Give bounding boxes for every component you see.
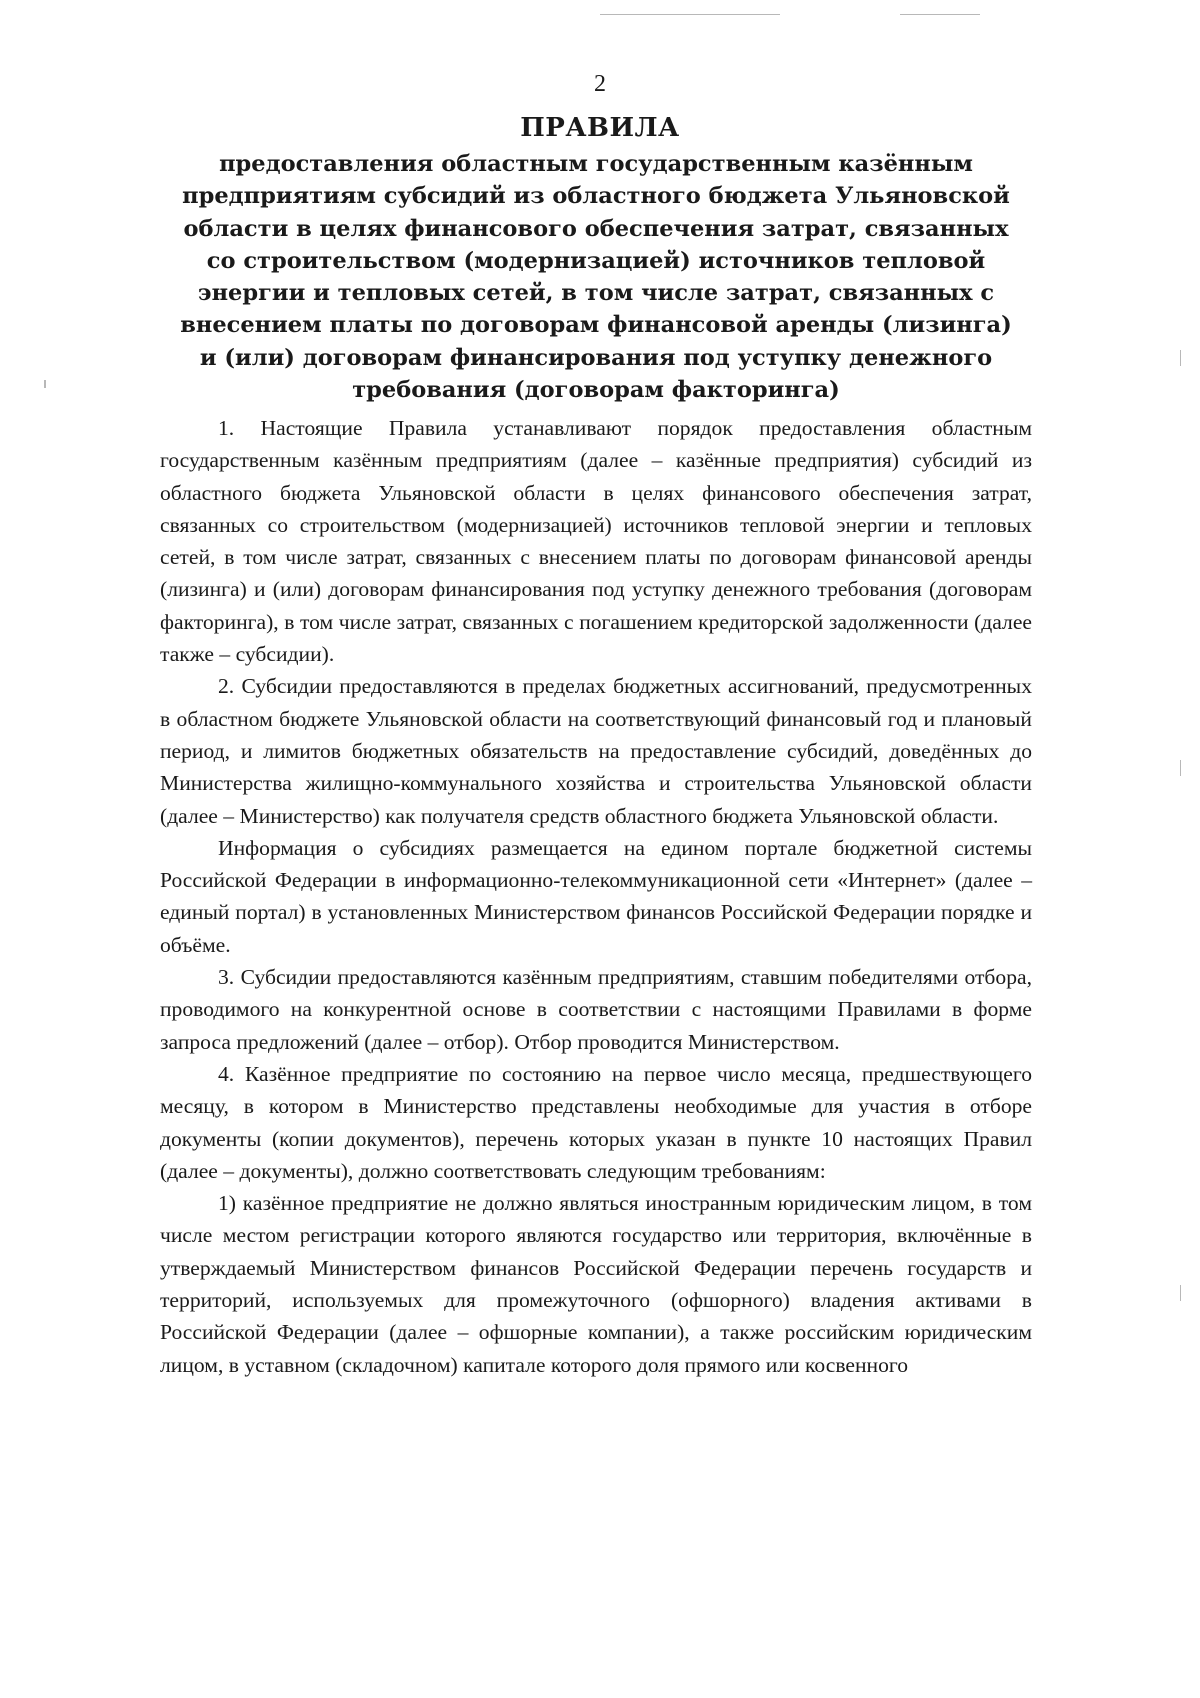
paragraph-1: 1. Настоящие Правила устанавливают порядок предоставления областным государственным казённым предприятиям (далее – казённые предприятия) субсидий из областного бюджета Ульяновской области в целях финансового обеспечения затрат, связанных со строительством (модернизацией) источников тепловой энергии и тепловых сетей, в том числе затрат, связанных с внесением платы по договорам финансовой аренды (лизинга) и (или) договорам финансирования под уступку денежного требования (договорам факторинга), в том числе затрат, связанных с погашением кредиторской задолженности (далее также – субсидии). [160,416,1032,667]
paragraph-4: 4. Казённое предприятие по состоянию на первое число месяца, предшествующего месяцу, в котором в Министерство представлены необходимые для участия в отборе документы (копии документов), перечень которых указан в пункте 10 настоящих Правил (далее – документы), должно соответствовать следующим требованиям: [160,1061,1032,1183]
paragraph-2: 2. Субсидии предоставляются в пределах бюджетных ассигнований, предусмотренных в областном бюджете Ульяновской области на соответствующий финансовый год и плановый период, и лимитов бюджетных обязательств на предоставление субсидий, доведённых до Министерства жилищно-коммунального хозяйства и строительства Ульяновской области (далее – Министерство) как получателя средств областного бюджета Ульяновской области. [160,674,1032,828]
paragraph-info: Информация о субсидиях размещается на едином портале бюджетной системы Российской Федерации в информационно-телекоммуникационной сети «Интернет» (далее – единый портал) в установленных Министерством финансов Российской Федерации порядке и объёме. [160,835,1032,957]
scan-mark [900,14,980,15]
scan-mark [1180,760,1181,776]
document-title: ПРАВИЛА [520,113,680,143]
scan-mark [1180,350,1181,366]
document-subtitle: предоставления областным государственным казённым предприятиям субсидий из областного бюджета Ульяновской области в целях финансового обеспечения затрат, связанных со строительством (модернизацией) источников тепловой энергии и тепловых сетей, в том числе затрат, связанных с внесением платы по договорам финансовой аренды (лизинга) и (или) договорам финансирования под уступку денежного требования (договорам факторинга) [180,151,1012,404]
paragraph-3: 3. Субсидии предоставляются казённым предприятиям, ставшим победителями отбора, проводимого на конкурентной основе в соответствии с настоящими Правилами в форме запроса предложений (далее – отбор). Отбор проводится Министерством. [160,965,1032,1054]
scan-mark [44,380,46,388]
document-body [160,412,1032,1381]
paragraph-4-item-1: 1) казённое предприятие не должно являться иностранным юридическим лицом, в том числе местом регистрации которого являются государство или территория, включённые в утверждаемый Министерством финансов Российской Федерации перечень государств и территорий, используемых для промежуточного (офшорного) владения активами в Российской Федерации (далее – офшорные компании), а также российским юридическим лицом, в уставном (складочном) капитале которого доля прямого или косвенного [160,1191,1032,1377]
scan-mark [1180,1285,1181,1301]
page-number: 2 [594,71,606,97]
scan-mark [600,14,780,15]
